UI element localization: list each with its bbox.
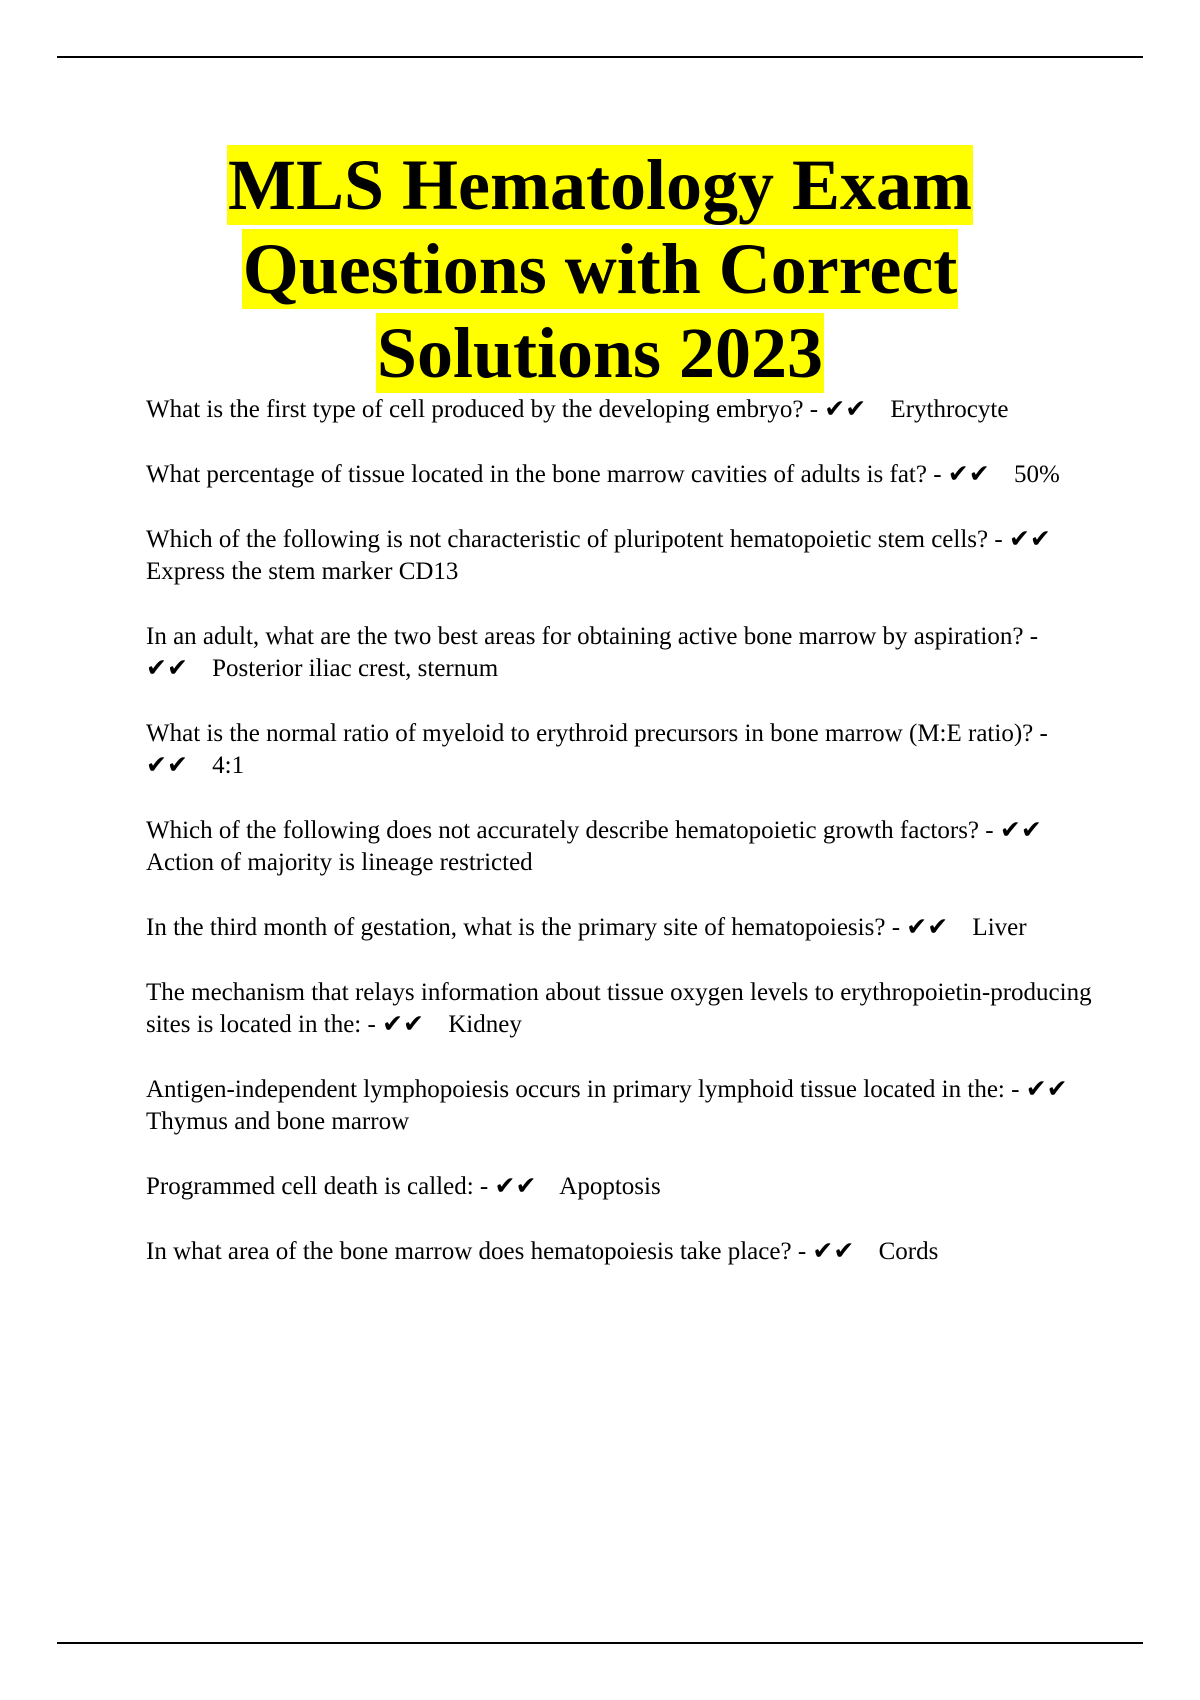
question-text: What is the first type of cell produced by the developing embryo? [146, 396, 804, 423]
double-check-icon: ✔✔ [1008, 526, 1051, 553]
qa-item [146, 394, 1096, 426]
question-text: In what area of the bone marrow does hematopoiesis take place? [146, 1238, 792, 1265]
separator: - [361, 1011, 383, 1038]
double-check-icon: ✔✔ [146, 655, 188, 682]
separator: - [885, 914, 907, 941]
title-line: Questions with Correct [242, 229, 958, 309]
qa-item [146, 718, 1096, 782]
separator: - [1004, 1076, 1026, 1103]
question-text: Programmed cell death is called: [146, 1173, 474, 1200]
qa-item [146, 1171, 1096, 1203]
title-line: MLS Hematology Exam [228, 145, 972, 225]
double-check-icon: ✔✔ [999, 817, 1042, 844]
question-text: In an adult, what are the two best areas for obtaining active bone marrow by aspiration? [146, 623, 1024, 650]
answer-text: Action of majority is lineage restricted [146, 849, 533, 876]
answer-text: Liver [972, 914, 1027, 941]
question-text: What percentage of tissue located in the bone marrow cavities of adults is fat? [146, 461, 927, 488]
answer-text: Cords [878, 1238, 939, 1265]
qa-item [146, 524, 1096, 588]
document-title [227, 143, 973, 395]
answer-text: Thymus and bone marrow [146, 1108, 410, 1135]
separator: - [926, 461, 948, 488]
separator: - [803, 396, 825, 423]
question-text: Which of the following is not characteristic of pluripotent hematopoietic stem cells? [146, 526, 989, 553]
qa-item [146, 1236, 1096, 1268]
separator: - [1033, 720, 1048, 747]
answer-text: Kidney [448, 1011, 522, 1038]
answer-text: Erythrocyte [890, 396, 1009, 423]
title-line: Solutions 2023 [376, 313, 824, 393]
separator: - [791, 1238, 813, 1265]
qa-item [146, 815, 1096, 879]
question-text: What is the normal ratio of myeloid to erythroid precursors in bone marrow (M:E ratio)? [146, 720, 1034, 747]
title-block [0, 143, 1200, 395]
qa-item [146, 977, 1096, 1041]
answer-text: Apoptosis [559, 1173, 661, 1200]
separator: - [1023, 623, 1039, 650]
separator: - [988, 526, 1009, 553]
answer-text: Express the stem marker CD13 [146, 558, 459, 585]
separator: - [979, 817, 1000, 844]
qa-item [146, 621, 1096, 685]
top-rule [57, 56, 1143, 58]
qa-item [146, 459, 1096, 491]
question-text: The mechanism that relays information about tissue oxygen levels to erythropoietin-producing sites is located in the: [146, 979, 1092, 1038]
qa-item [146, 1074, 1096, 1138]
question-list [146, 394, 1096, 1301]
double-check-icon: ✔✔ [382, 1011, 424, 1038]
double-check-icon: ✔✔ [146, 752, 188, 779]
double-check-icon: ✔✔ [812, 1238, 855, 1265]
qa-item [146, 912, 1096, 944]
double-check-icon: ✔✔ [947, 461, 990, 488]
double-check-icon: ✔✔ [1025, 1076, 1068, 1103]
answer-text: Posterior iliac crest, sternum [212, 655, 499, 682]
question-text: In the third month of gestation, what is the primary site of hematopoiesis? [146, 914, 886, 941]
answer-text: 4:1 [212, 752, 245, 779]
separator: - [473, 1173, 495, 1200]
question-text: Antigen-independent lymphopoiesis occurs in primary lymphoid tissue located in the: [146, 1076, 1005, 1103]
double-check-icon: ✔✔ [906, 914, 949, 941]
answer-text: 50% [1013, 461, 1060, 488]
bottom-rule [57, 1642, 1143, 1644]
double-check-icon: ✔✔ [494, 1173, 537, 1200]
double-check-icon: ✔✔ [824, 396, 867, 423]
question-text: Which of the following does not accurately describe hematopoietic growth factors? [146, 817, 980, 844]
